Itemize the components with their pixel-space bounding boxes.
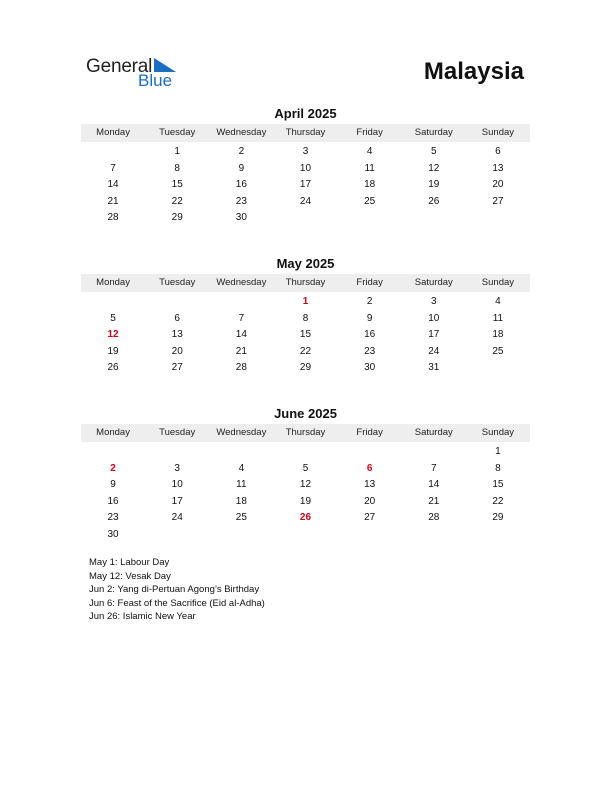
day-cell: 30: [235, 212, 247, 224]
empty-day-cell: [466, 527, 530, 544]
weekday-label: Thursday: [285, 277, 326, 288]
day-grid: [81, 444, 530, 544]
day-cell: 25: [492, 345, 504, 357]
day-cell: 31: [428, 362, 440, 374]
holiday-note: May 12: Vesak Day: [89, 570, 171, 582]
day-cell: 5: [110, 312, 116, 324]
day-cell: 20: [364, 495, 376, 507]
day-cell: 4: [495, 296, 501, 307]
day-cell: 10: [299, 162, 312, 174]
day-cell: 22: [299, 345, 312, 357]
weekday-label: Sunday: [481, 277, 515, 288]
day-cell: 24: [299, 195, 312, 207]
empty-day-cell: [466, 210, 530, 227]
day-cell: 3: [430, 296, 437, 307]
day-cell: 14: [235, 329, 247, 341]
day-cell: 20: [492, 179, 504, 191]
month-title: June 2025: [274, 406, 337, 421]
day-cell: 11: [236, 479, 247, 491]
day-cell: 28: [107, 212, 119, 224]
weekday-label: Monday: [96, 127, 130, 138]
weekday-label: Friday: [356, 127, 383, 138]
day-cell: 4: [238, 462, 245, 474]
weekday-label: Wednesday: [216, 277, 267, 288]
day-cell: 30: [107, 528, 119, 540]
day-cell: 23: [364, 345, 376, 357]
weekday-header: [81, 274, 530, 292]
day-cell: 23: [107, 512, 119, 524]
day-cell: 12: [428, 162, 440, 174]
day-cell: 2: [238, 146, 245, 157]
day-cell: 13: [364, 479, 376, 491]
day-cell: 19: [299, 495, 312, 507]
empty-day-cell: [145, 294, 209, 311]
day-cell: 29: [492, 512, 504, 524]
weekday-label: Thursday: [285, 127, 326, 138]
day-cell: 10: [171, 479, 183, 491]
holiday-day-cell: 26: [299, 512, 312, 524]
holiday-day-cell: 12: [107, 329, 119, 341]
empty-day-cell: [402, 444, 466, 461]
logo-text-blue: Blue: [138, 71, 173, 90]
day-cell: 19: [107, 345, 119, 357]
day-cell: 7: [110, 162, 116, 174]
day-cell: 10: [428, 312, 440, 324]
day-cell: 27: [171, 362, 183, 374]
country-title: Malaysia: [423, 58, 524, 85]
day-cell: 16: [364, 329, 376, 341]
month-april: [81, 106, 530, 227]
weekday-label: Monday: [96, 277, 130, 288]
holiday-note: Jun 26: Islamic New Year: [89, 611, 196, 623]
day-cell: 8: [495, 462, 501, 474]
empty-day-cell: [338, 210, 402, 227]
day-cell: 13: [171, 329, 183, 341]
empty-day-cell: [209, 294, 273, 311]
day-cell: 18: [492, 329, 504, 341]
weekday-label: Saturday: [414, 127, 453, 138]
day-cell: 15: [299, 329, 312, 341]
weekday-header: [81, 124, 530, 142]
weekday-label: Thursday: [285, 427, 326, 438]
day-cell: 7: [238, 312, 245, 324]
day-cell: 1: [495, 446, 501, 457]
day-cell: 12: [299, 479, 312, 491]
day-cell: 25: [364, 195, 376, 207]
day-cell: 29: [299, 362, 312, 374]
day-cell: 23: [235, 195, 247, 207]
day-cell: 6: [495, 146, 501, 157]
day-cell: 18: [235, 495, 247, 507]
day-cell: 15: [171, 179, 183, 191]
weekday-label: Friday: [356, 277, 383, 288]
weekday-label: Tuesday: [159, 127, 196, 138]
month-june: [81, 406, 530, 544]
empty-day-cell: [145, 444, 209, 461]
day-cell: 3: [302, 146, 309, 157]
day-cell: 4: [366, 146, 373, 157]
empty-day-cell: [145, 527, 209, 544]
empty-day-cell: [273, 444, 337, 461]
day-cell: 28: [428, 512, 440, 524]
day-cell: 16: [235, 179, 247, 191]
day-cell: 13: [492, 162, 504, 174]
holiday-note: Jun 2: Yang di-Pertuan Agong’s Birthday: [89, 584, 260, 596]
day-cell: 21: [107, 195, 119, 207]
day-cell: 9: [366, 312, 373, 324]
day-cell: 26: [428, 195, 440, 207]
day-cell: 9: [238, 162, 245, 174]
day-cell: 9: [110, 479, 116, 491]
day-cell: 27: [492, 195, 504, 207]
day-cell: 21: [235, 345, 247, 357]
day-cell: 8: [302, 312, 309, 324]
weekday-label: Saturday: [414, 277, 453, 288]
day-cell: 24: [428, 345, 440, 357]
day-cell: 6: [174, 312, 180, 324]
month-title: April 2025: [274, 106, 337, 121]
day-cell: 19: [428, 179, 440, 191]
day-grid: [81, 294, 530, 377]
day-cell: 14: [428, 479, 440, 491]
day-cell: 24: [171, 512, 183, 524]
empty-day-cell: [209, 444, 273, 461]
holiday-day-cell: 6: [366, 462, 373, 474]
day-cell: 28: [235, 362, 247, 374]
day-cell: 15: [492, 479, 504, 491]
weekday-label: Sunday: [481, 427, 515, 438]
holiday-notes: [89, 556, 265, 624]
holiday-note: Jun 6: Feast of the Sacrifice (Eid al-Adha): [89, 597, 265, 609]
day-cell: 3: [174, 462, 180, 474]
empty-day-cell: [81, 144, 145, 161]
weekday-label: Sunday: [481, 127, 515, 138]
day-cell: 5: [430, 146, 437, 157]
logo-triangle-icon: [154, 58, 176, 72]
day-cell: 25: [235, 512, 247, 524]
day-cell: 14: [107, 179, 119, 191]
weekday-label: Friday: [356, 427, 383, 438]
empty-day-cell: [273, 527, 337, 544]
day-cell: 30: [364, 362, 376, 374]
day-grid: [81, 144, 530, 227]
holiday-note: May 1: Labour Day: [89, 557, 170, 568]
day-cell: 5: [302, 462, 309, 474]
day-cell: 2: [366, 296, 373, 307]
empty-day-cell: [81, 294, 145, 311]
day-cell: 11: [364, 162, 375, 174]
month-title: May 2025: [276, 256, 335, 271]
weekday-label: Wednesday: [216, 127, 267, 138]
day-cell: 20: [171, 345, 183, 357]
day-cell: 29: [171, 212, 183, 224]
day-cell: 7: [430, 462, 437, 474]
empty-day-cell: [402, 210, 466, 227]
empty-day-cell: [273, 210, 337, 227]
month-may: [81, 256, 530, 377]
brand-logo: [86, 56, 186, 92]
day-cell: 1: [174, 146, 180, 157]
empty-day-cell: [209, 527, 273, 544]
day-cell: 17: [299, 179, 312, 191]
day-cell: 22: [171, 195, 183, 207]
empty-day-cell: [81, 444, 145, 461]
empty-day-cell: [402, 527, 466, 544]
weekday-header: [81, 424, 530, 442]
day-cell: 17: [171, 495, 183, 507]
holiday-day-cell: 1: [302, 296, 309, 307]
empty-day-cell: [338, 527, 402, 544]
day-cell: 22: [492, 495, 504, 507]
day-cell: 11: [492, 312, 504, 324]
weekday-label: Wednesday: [216, 427, 267, 438]
weekday-label: Tuesday: [159, 277, 196, 288]
day-cell: 21: [428, 495, 440, 507]
day-cell: 26: [107, 362, 119, 374]
empty-day-cell: [466, 360, 530, 377]
day-cell: 18: [364, 179, 376, 191]
day-cell: 16: [107, 495, 119, 507]
logo-text-general: General: [86, 56, 153, 77]
empty-day-cell: [338, 444, 402, 461]
day-cell: 17: [428, 329, 440, 341]
day-cell: 27: [364, 512, 376, 524]
day-cell: 8: [174, 162, 180, 174]
holiday-day-cell: 2: [110, 462, 116, 474]
weekday-label: Tuesday: [159, 427, 196, 438]
weekday-label: Saturday: [414, 427, 453, 438]
weekday-label: Monday: [96, 427, 130, 438]
